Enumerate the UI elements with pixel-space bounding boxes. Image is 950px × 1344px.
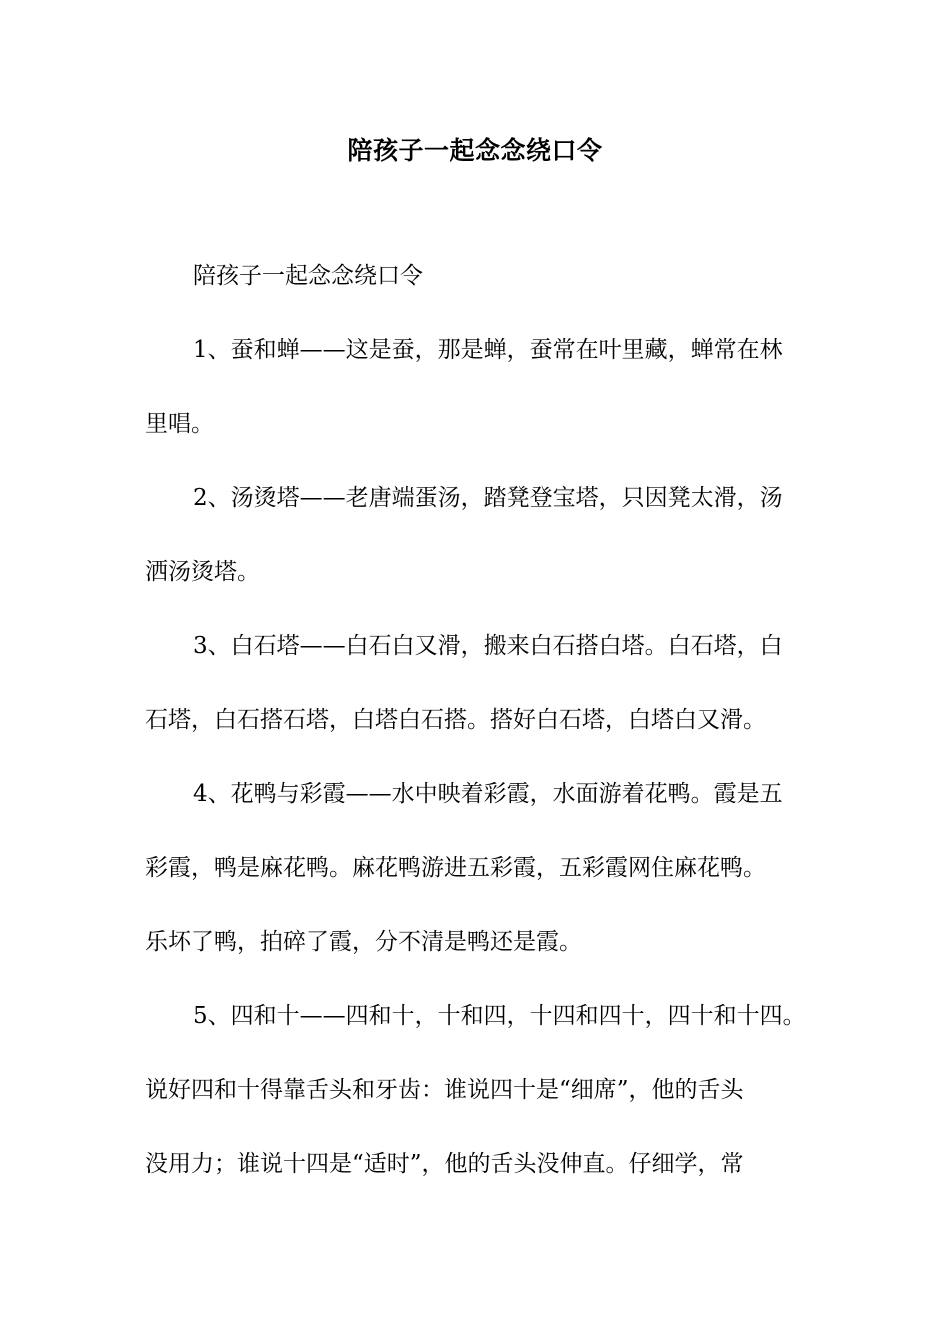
paragraph-line: 乐坏了鸭，拍碎了霞，分不清是鸭还是霞。 — [145, 929, 582, 955]
paragraph-line: 陪孩子一起念念绕口令 — [193, 263, 423, 289]
paragraph-line: 没用力；谁说十四是“适时”，他的舌头没伸直。仔细学，常 — [145, 1151, 744, 1177]
paragraph-line: 彩霞，鸭是麻花鸭。麻花鸭游进五彩霞，五彩霞网住麻花鸭。 — [145, 855, 766, 881]
paragraph — [145, 258, 810, 332]
paragraph-line: 5、四和十——四和十，十和四，十四和四十，四十和十四。 — [193, 1003, 806, 1029]
paragraph — [145, 776, 810, 998]
paragraph-line: 洒汤烫塔。 — [145, 559, 260, 585]
paragraph — [145, 998, 810, 1220]
paragraph-line: 3、白石塔——白石白又滑，搬来白石搭白塔。白石塔，白 — [193, 633, 783, 659]
paragraph-line: 1、蚕和蝉——这是蚕，那是蝉，蚕常在叶里藏，蝉常在林 — [193, 337, 783, 363]
document-body — [145, 258, 810, 1220]
paragraph — [145, 628, 810, 776]
paragraph-line: 2、汤烫塔——老唐端蛋汤，踏凳登宝塔，只因凳太滑，汤 — [193, 485, 783, 511]
paragraph-line: 说好四和十得靠舌头和牙齿：谁说四十是“细席”，他的舌头 — [145, 1077, 744, 1103]
paragraph — [145, 332, 810, 480]
document-title: 陪孩子一起念念绕口令 — [347, 136, 603, 165]
paragraph-line: 4、花鸭与彩霞——水中映着彩霞，水面游着花鸭。霞是五 — [193, 781, 783, 807]
paragraph-line: 石塔，白石搭石塔，白塔白石搭。搭好白石塔，白塔白又滑。 — [145, 707, 766, 733]
paragraph — [145, 480, 810, 628]
paragraph-line: 里唱。 — [145, 411, 214, 437]
